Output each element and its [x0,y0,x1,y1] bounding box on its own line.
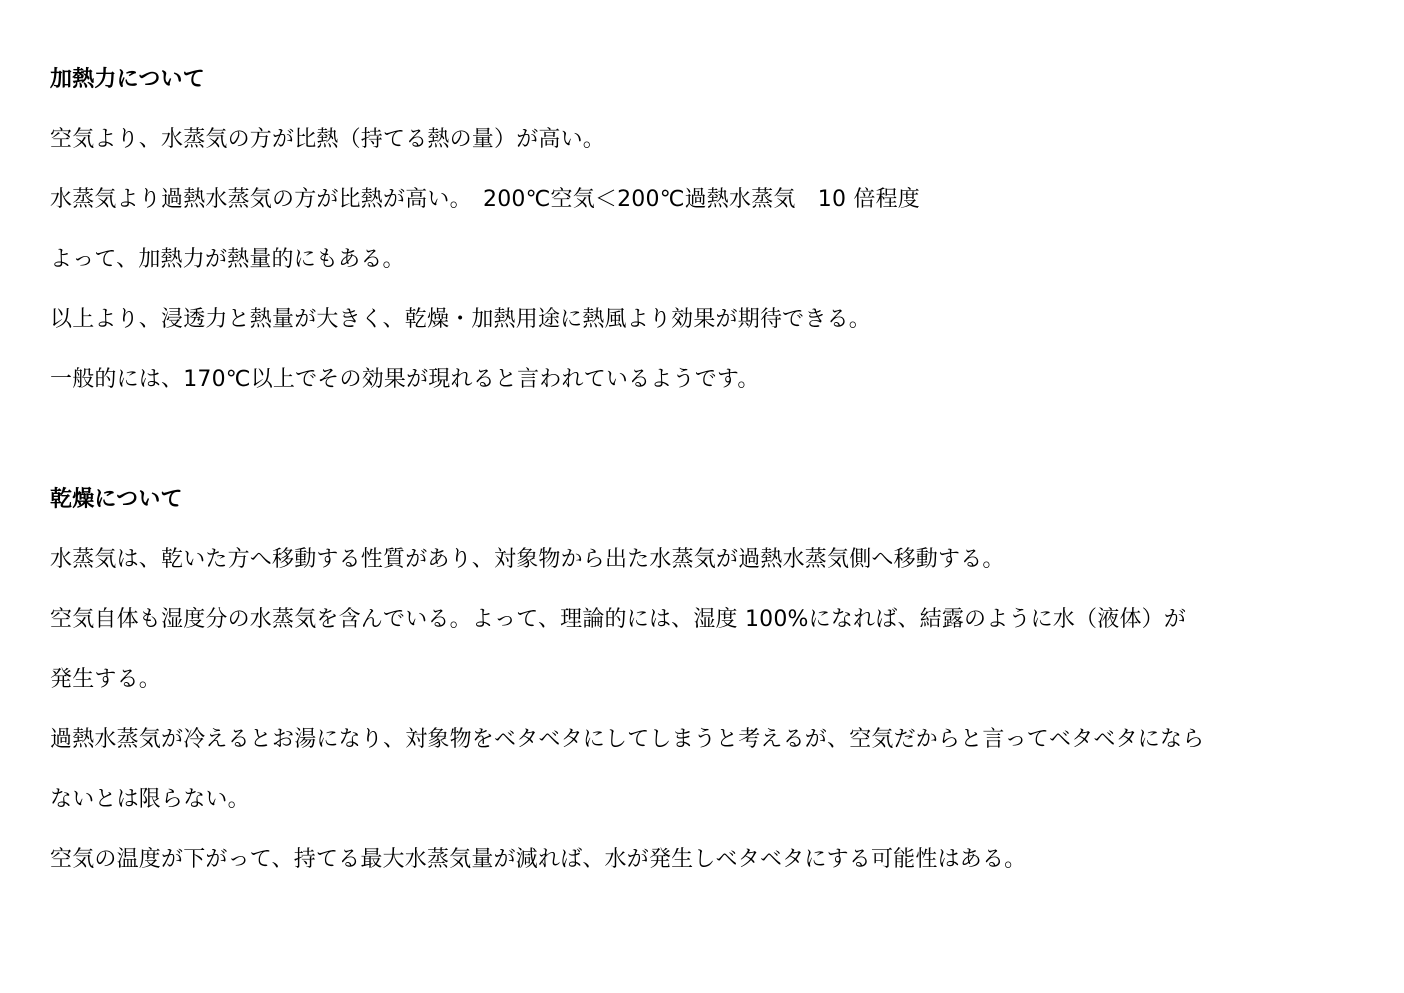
paragraph-line: 空気自体も湿度分の水蒸気を含んでいる。よって、理論的には、湿度 100%になれば、結露のように水（液体）が [50,607,1187,632]
section-heading-drying: 乾燥について [50,487,183,512]
paragraph-line: 一般的には、170℃以上でその効果が現れると言われているようです。 [50,367,760,392]
paragraph-line: 過熱水蒸気が冷えるとお湯になり、対象物をベタベタにしてしまうと考えるが、空気だからと言ってベタベタになら [50,727,1205,752]
section-spacer [50,420,1370,480]
section-heading-heating: 加熱力について [50,67,205,92]
paragraph-line: 以上より、浸透力と熱量が大きく、乾燥・加熱用途に熱風より効果が期待できる。 [50,307,871,332]
paragraph-line: 空気より、水蒸気の方が比熱（持てる熱の量）が高い。 [50,127,606,152]
paragraph-line: ないとは限らない。 [50,787,250,812]
paragraph-line: 水蒸気より過熱水蒸気の方が比熱が高い。 200℃空気＜200℃過熱水蒸気 10 倍程度 [50,187,920,212]
paragraph-line: 空気の温度が下がって、持てる最大水蒸気量が減れば、水が発生しベタベタにする可能性はある。 [50,847,1027,872]
paragraph-line: 水蒸気は、乾いた方へ移動する性質があり、対象物から出た水蒸気が過熱水蒸気側へ移動する。 [50,547,1005,572]
document-page [50,60,1370,900]
paragraph-line: 発生する。 [50,667,162,692]
paragraph-line: よって、加熱力が熱量的にもある。 [50,247,405,272]
